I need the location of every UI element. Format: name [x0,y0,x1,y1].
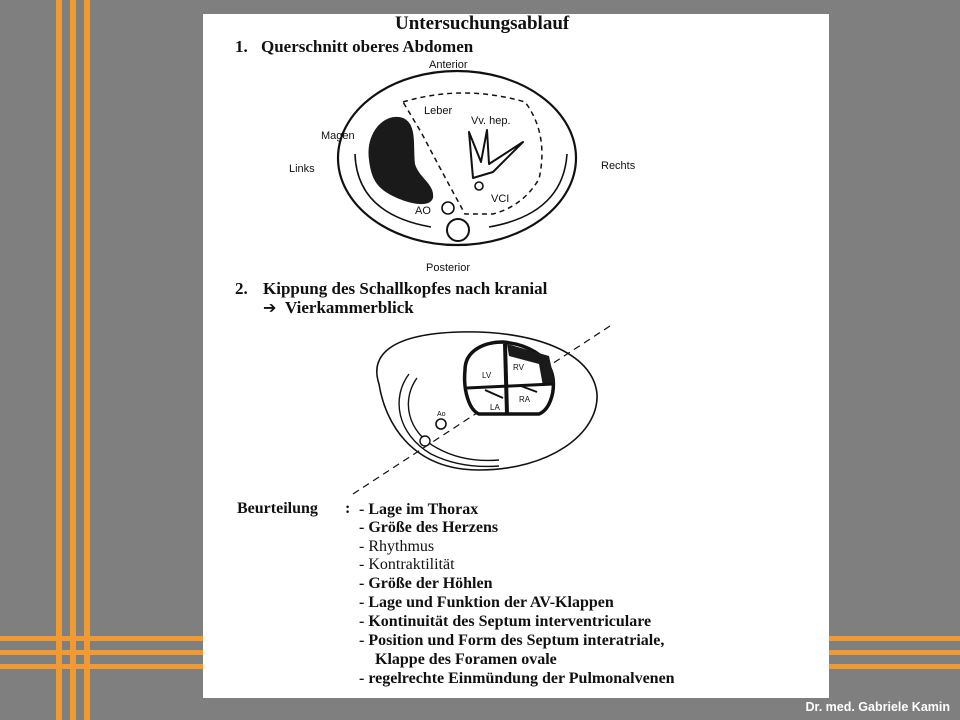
section2-number: 2. [235,279,248,298]
assessment-item: - Größe des Herzens [359,519,499,536]
label-links: Links [289,163,315,175]
vertebra-circle [447,219,469,241]
vertebra-circle [420,436,430,446]
aorta-circle [442,202,454,214]
assessment-item: - Kontraktilität [359,556,455,573]
orange-stripe-vertical [84,0,90,720]
vci-circle [475,182,483,190]
assessment-item: - regelrechte Einmündung der Pulmonalvenen [359,670,675,687]
abdomen-cross-section [289,59,636,274]
label-leber: Leber [424,105,453,117]
label-lv: LV [482,371,492,380]
document-svg [203,14,829,698]
label-ao-small: Ao [437,411,446,418]
scanned-document [203,14,829,698]
label-vci: VCI [491,193,510,205]
beurteilung-label: Beurteilung [237,500,318,517]
assessment-item: - Lage und Funktion der AV-Klappen [359,594,614,611]
stomach-shape [368,117,433,204]
section1-number: 1. [235,37,248,56]
page-title: Untersuchungsablauf [395,14,570,34]
interventricular-septum [505,344,507,414]
author-credit: Dr. med. Gabriele Kamin [805,700,950,714]
section1-heading: Querschnitt oberes Abdomen [261,37,474,56]
label-posterior: Posterior [426,262,471,274]
label-ao: AO [415,205,431,217]
assessment-item: - Position und Form des Septum interatriale, [359,632,665,649]
label-anterior: Anterior [429,59,468,71]
label-rechts: Rechts [601,160,636,172]
label-la: LA [490,403,500,412]
aorta-circle [436,419,446,429]
label-rv: RV [513,363,524,372]
assessment-item: - Lage im Thorax [359,501,479,518]
section2-heading: Kippung des Schallkopfes nach kranial [263,279,548,298]
four-chamber-view [353,324,613,494]
section2-subheading: Vierkammerblick [285,298,414,317]
label-vv-hep: Vv. hep. [471,115,511,127]
label-magen: Magen [321,130,355,142]
beurteilung-colon: : [345,500,351,517]
assessment-item: Klappe des Foramen ovale [375,651,557,668]
orange-stripe-vertical [56,0,62,720]
orange-stripe-vertical [70,0,76,720]
assessment-item: - Kontinuität des Septum interventriculare [359,613,652,630]
assessment-item: - Rhythmus [359,538,435,555]
hepatic-veins [469,130,523,178]
label-ra: RA [519,395,531,404]
assessment-item: - Größe der Höhlen [359,575,493,592]
arrow-icon: ➔ [263,300,277,317]
